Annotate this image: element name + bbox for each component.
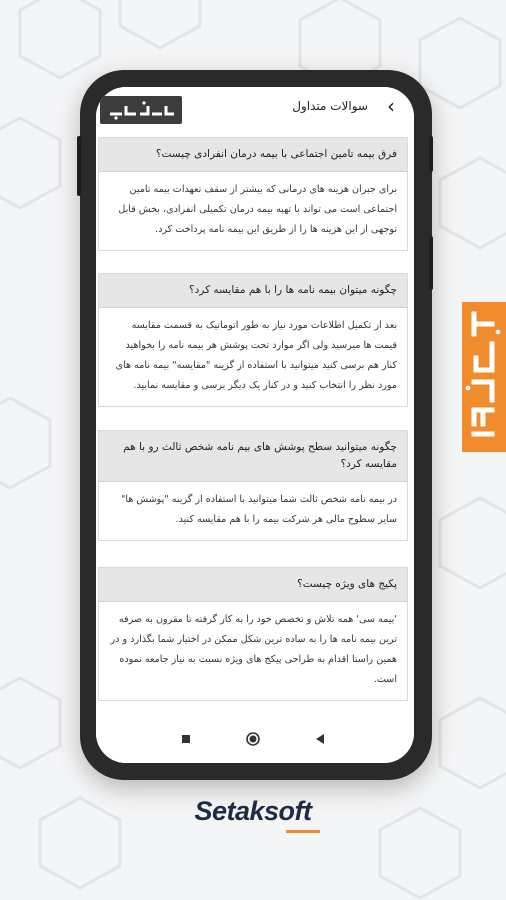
phone-side-button [429, 236, 433, 290]
faq-card[interactable] [98, 273, 408, 407]
faq-answer: برای جبران هزینه های درمانی که بیشتر از سقف تعهدات بیمه تامین اجتماعی است می تواند با تهیه بیمه درمان تکمیلی انفرادی، بخش قابل توجهی از این هزینه ها را از طریق این بیمه نامه پرداخت کرد. [118, 184, 397, 235]
company-logo-accent [286, 830, 320, 833]
company-logo-text: Setaksoft [194, 796, 312, 826]
side-brand-logo [462, 302, 506, 452]
faq-card[interactable] [98, 137, 408, 251]
faq-question: فرق بیمه تامین اجتماعی با بیمه درمان انفرادی چیست؟ [99, 138, 407, 172]
page-title: سوالات متداول [292, 99, 368, 113]
bimeh-si-logo-icon [100, 96, 182, 124]
triangle-icon [312, 731, 328, 747]
faq-card[interactable] [98, 430, 408, 541]
faq-answer: بعد از تکمیل اطلاعات مورد نیاز به طور اتوماتیک به قسمت مقایسه قیمت ها میرسید ولی اگر موارد تحت پوشش هر بیمه نامه را بخواهید کنار هم برسی کنید میتوانید با استفاده از گزینه "مقایسه" بیمه نامه های مورد نظر را انتخاب کنید و در کنار یک دیگر برسی و مقایسه نمایید. [115, 320, 397, 391]
phone-power-button [429, 136, 433, 172]
circle-icon [244, 731, 262, 747]
nav-back-button[interactable] [312, 731, 328, 751]
phone-screen [96, 87, 414, 763]
bimeh-si-vertical-logo-icon [462, 302, 506, 452]
home-button[interactable] [244, 731, 262, 751]
faq-answer: 'بیمه سی' همه تلاش و تخصص خود را به کار گرفته تا مقرون به صرفه ترین بیمه نامه ها را به ساده ترین شکل ممکن در اختیار شما بگذارد و در همین راستا اقدام به طراحی پیکج های ویژه نسبت به نیاز جامعه نموده است. [110, 614, 397, 685]
faq-card[interactable] [98, 567, 408, 701]
faq-answer: در بیمه نامه شخص ثالث شما میتوانید با استفاده از گزینه "پوشش ها" سایر سطوح مالی هر شرکت بیمه را با هم مقایسه کنید. [120, 494, 397, 525]
app-bar [96, 87, 414, 127]
chevron-left-icon: ‹ [387, 94, 395, 118]
phone-volume-button [77, 136, 81, 196]
faq-question: چگونه میتوانید سطح پوشش های بیم نامه شخص ثالث رو با هم مقایسه کرد؟ [99, 431, 407, 482]
app-logo [100, 96, 182, 124]
recents-button[interactable] [178, 731, 194, 751]
back-button[interactable] [378, 93, 404, 119]
faq-question: چگونه میتوان بیمه نامه ها را با هم مقایسه کرد؟ [99, 274, 407, 308]
square-icon [178, 731, 194, 747]
faq-question: پکیج های ویژه چیست؟ [99, 568, 407, 602]
system-nav-bar [96, 719, 414, 763]
